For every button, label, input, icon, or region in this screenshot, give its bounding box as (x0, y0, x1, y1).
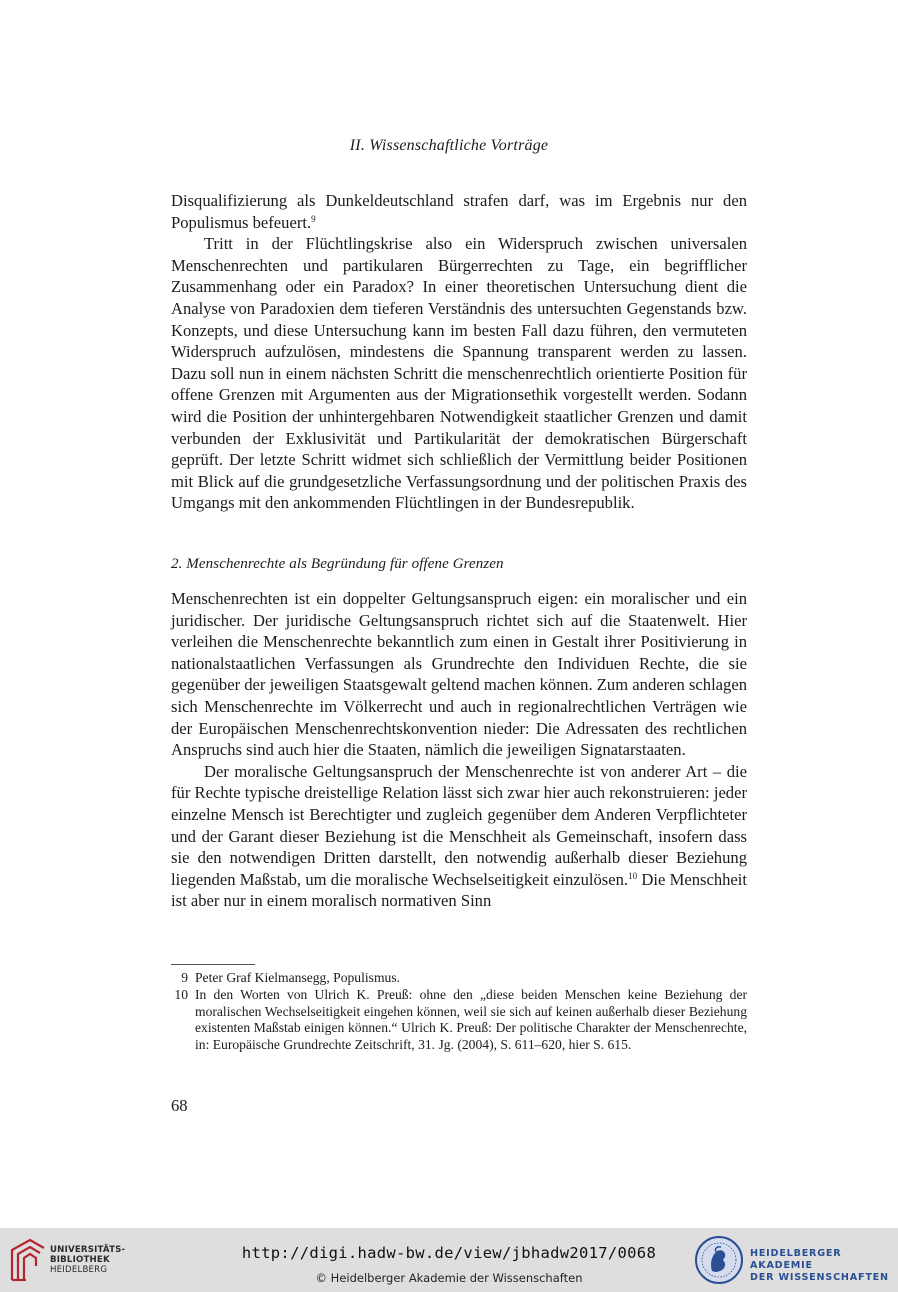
section-2-body (171, 588, 747, 912)
page-number: 68 (171, 1096, 188, 1115)
library-name-line: BIBLIOTHEK (50, 1255, 110, 1265)
paragraph: Tritt in der Flüchtlingskrise also ein Widerspruch zwischen universalen Menschenrechten und partikularen Bürgerrechten zu Tage, ein begrifflicher Zusammenhang oder ein Paradox? In einer theoretischen Untersuchung dient die Analyse von Paradoxien dem tieferen Verständnis des untersuchten Gegenstands bzw. Konzepts, und diese Untersuchung kann im besten Fall dazu führen, den vermuteten Widerspruch aufzulösen, mindestens die Spannung transparent werden zu lassen. Dazu soll nun in einem nächsten Schritt die menschenrechtlich orientierte Position für offene Grenzen mit Argumenten aus der Migrationsethik vorgestellt werden. Sodann wird die Position der unhintergehbaren Notwendigkeit staatlicher Grenzen und damit verbunden der Exklusivität und Partikularität der demokratischen Bürgerschaft geprüft. Der letzte Schritt widmet sich schließlich der Vermittlung beider Positionen mit Blick auf die grundgesetzliche Verfassungsordnung und der politischen Praxis des Umgangs mit den ankommenden Flüchtlingen in der Bundesrepublik. (171, 234, 747, 513)
academy-name-line: DER WISSENSCHAFTEN (750, 1272, 889, 1283)
paragraph (171, 190, 747, 233)
footnotes (171, 970, 747, 1054)
section-heading: 2. Menschenrechte als Begründung für offene Grenzen (171, 556, 504, 572)
footnote (171, 970, 747, 987)
footnote-number: 10 (174, 986, 188, 1002)
document-url-link[interactable]: http://digi.hadw-bw.de/view/jbhadw2017/0068 (241, 1244, 657, 1262)
footnote-separator (171, 964, 255, 965)
academy-name-line: HEIDELBERGER AKADEMIE (750, 1248, 842, 1271)
paragraph-text: Disqualifizierung als Dunkeldeutschland strafen darf, was im Ergebnis nur den Populismus befeuert. (171, 191, 747, 232)
footnote-number: 9 (181, 970, 188, 985)
footnote (171, 987, 747, 1054)
viewer-footer (0, 1228, 898, 1292)
library-name-line: HEIDELBERG (50, 1265, 108, 1275)
section-1-body (171, 190, 747, 514)
academy-seal-icon[interactable] (694, 1235, 744, 1285)
footnote-text: Peter Graf Kielmansegg, Populismus. (195, 970, 401, 985)
footnote-text: In den Worten von Ulrich K. Preuß: ohne den „diese beiden Menschen keine Beziehung der moralischen Wechselseitigkeit eingehen können, weil sie sich auf keinen außerhalb dieser Beziehung existenten Maßstab einigen können.“ Ulrich K. Preuß: Der politische Charakter der Menschenrechte, in: Europäische Grundrechte Zeitschrift, 31. Jg. (2004), S. 611–620, hier S. 615. (195, 986, 747, 1053)
paragraph-text: Der moralische Geltungsanspruch der Menschenrechte ist von anderer Art – die für Rechte typische dreistellige Relation lässt sich zwar hier auch rekonstruieren: jeder einzelne Mensch ist Berechtigter und zugleich gegenüber dem Anderen Verpflichteter und der Garant dieser Beziehung ist die Menschheit als Gemeinschaft, insofern dass sie den notwendigen Dritten darstellt, den notwendig außerhalb dieser Beziehung liegenden Maßstab, um die moralische Wechselseitigkeit einzulösen. (171, 761, 747, 889)
academy-name[interactable] (750, 1248, 898, 1284)
paragraph (171, 761, 747, 912)
running-head: II. Wissenschaftliche Vorträge (349, 137, 549, 154)
copyright-notice: © Heidelberger Akademie der Wissenschaften (315, 1271, 583, 1285)
footnote-ref[interactable]: 9 (311, 213, 316, 224)
library-name-line: UNIVERSITÄTS- (50, 1245, 126, 1255)
footnote-ref[interactable]: 10 (628, 870, 638, 881)
paragraph: Menschenrechten ist ein doppelter Geltungsanspruch eigen: ein moralischer und ein juridischer. Der juridische Geltungsanspruch richtet sich auf die Staatenwelt. Hier verleihen die Menschenrechte bekanntlich zum einen in Gestalt ihrer Positivierung in nationalstaatlichen Verfassungen als Grundrechte den Individuen Rechte, die sie gegenüber der jeweiligen Staatsgewalt geltend machen können. Zum anderen schlagen sich Menschenrechte im Völkerrecht und auch in regionalrechtlichen Verträgen wie der Europäischen Menschenrechtskonvention nieder: Die Adressaten des rechtlichen Anspruchs sind auch hier die Staaten, nämlich die jeweiligen Signatarstaaten. (171, 589, 747, 760)
paragraph-text: Die Menschheit ist aber nur in einem moralisch normativen Sinn (171, 869, 747, 911)
